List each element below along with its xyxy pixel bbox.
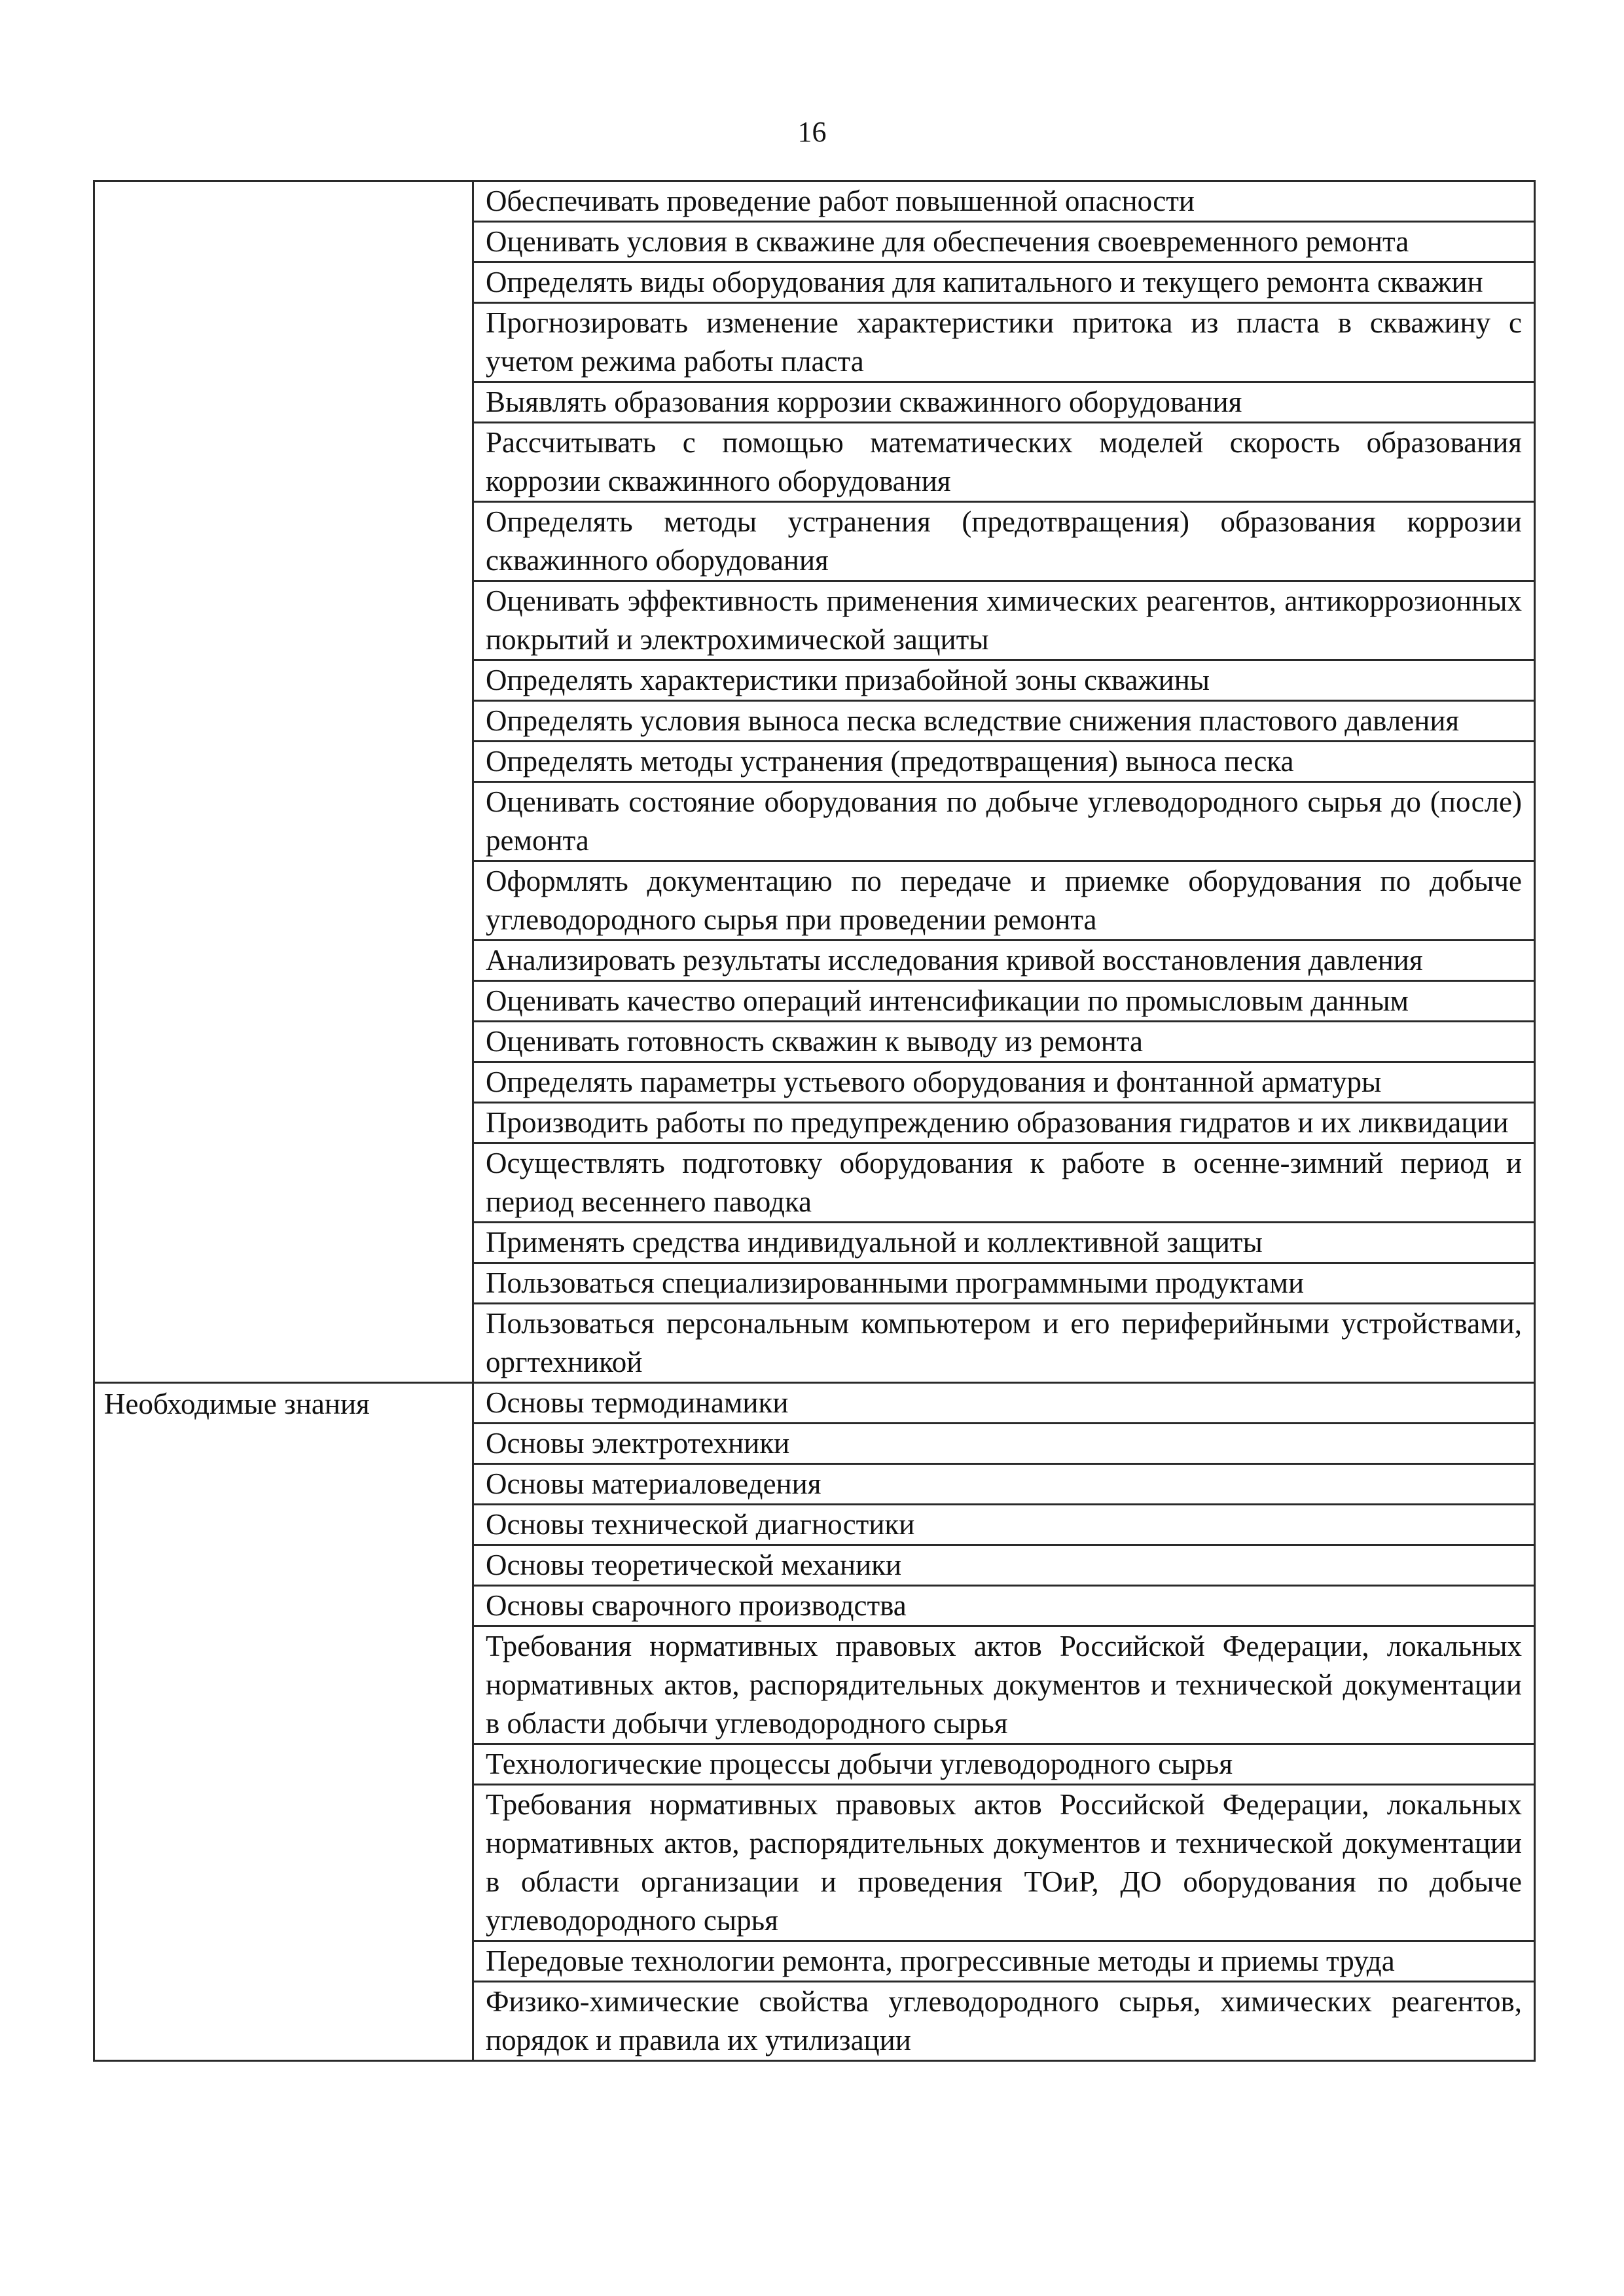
table-cell-item: Основы электротехники: [473, 1424, 1535, 1464]
table-cell-item: Определять виды оборудования для капитального и текущего ремонта скважин: [473, 262, 1535, 303]
table-cell-item: Применять средства индивидуальной и коллективной защиты: [473, 1223, 1535, 1263]
table-cell-item: Оценивать состояние оборудования по добыче углеводородного сырья до (после) ремонта: [473, 782, 1535, 861]
table-cell-item: Основы технической диагностики: [473, 1505, 1535, 1545]
table-cell-item: Физико-химические свойства углеводородного сырья, химических реагентов, порядок и правила их утилизации: [473, 1982, 1535, 2061]
table-cell-item: Оформлять документацию по передаче и приемке оборудования по добыче углеводородного сырья при проведении ремонта: [473, 861, 1535, 941]
table-cell-item: Производить работы по предупреждению образования гидратов и их ликвидации: [473, 1103, 1535, 1143]
table-cell-item: Прогнозировать изменение характеристики притока из пласта в скважину с учетом режима работы пласта: [473, 303, 1535, 382]
table-cell-item: Обеспечивать проведение работ повышенной опасности: [473, 181, 1535, 222]
table-cell-item: Определять методы устранения (предотвращения) образования коррозии скважинного оборудования: [473, 502, 1535, 581]
table-row: [94, 181, 1535, 222]
page-number: 16: [797, 116, 827, 148]
table-cell-item: Технологические процессы добычи углеводородного сырья: [473, 1744, 1535, 1785]
table-cell-item: Определять параметры устьевого оборудования и фонтанной арматуры: [473, 1062, 1535, 1103]
table-cell-item: Оценивать готовность скважин к выводу из ремонта: [473, 1022, 1535, 1062]
table-cell-item: Выявлять образования коррозии скважинного оборудования: [473, 382, 1535, 423]
table-cell-item: Пользоваться персональным компьютером и его периферийными устройствами, оргтехникой: [473, 1304, 1535, 1383]
table-cell-item: Определять методы устранения (предотвращения) выноса песка: [473, 742, 1535, 782]
table-cell-item: Осуществлять подготовку оборудования к работе в осенне-зимний период и период весеннего паводка: [473, 1143, 1535, 1223]
table-cell-item: Пользоваться специализированными программными продуктами: [473, 1263, 1535, 1304]
table-cell-item: Анализировать результаты исследования кривой восстановления давления: [473, 941, 1535, 981]
category-cell-skills: [94, 181, 473, 1383]
table-row: [94, 1383, 1535, 1424]
table-cell-item: Определять характеристики призабойной зоны скважины: [473, 660, 1535, 701]
table-cell-item: Основы сварочного производства: [473, 1586, 1535, 1626]
table-cell-item: Оценивать условия в скважине для обеспечения своевременного ремонта: [473, 222, 1535, 262]
table-cell-item: Основы материаловедения: [473, 1464, 1535, 1505]
table-cell-item: Оценивать качество операций интенсификации по промысловым данным: [473, 981, 1535, 1022]
table-cell-item: Требования нормативных правовых актов Российской Федерации, локальных нормативных актов, распорядительных документов и технической документации в области организации и проведения ТОиР, ДО оборудования по добыче углеводородного сырья: [473, 1785, 1535, 1941]
table-cell-item: Оценивать эффективность применения химических реагентов, антикоррозионных покрытий и электрохимической защиты: [473, 581, 1535, 660]
table-cell-item: Основы теоретической механики: [473, 1545, 1535, 1586]
table-cell-item: Передовые технологии ремонта, прогрессивные методы и приемы труда: [473, 1941, 1535, 1982]
table-cell-item: Требования нормативных правовых актов Российской Федерации, локальных нормативных актов, распорядительных документов и технической документации в области добычи углеводородного сырья: [473, 1626, 1535, 1744]
category-cell-knowledge: Необходимые знания: [94, 1383, 473, 2061]
requirements-table: [93, 180, 1536, 2062]
table-cell-item: Основы термодинамики: [473, 1383, 1535, 1424]
table-cell-item: Рассчитывать с помощью математических моделей скорость образования коррозии скважинного оборудования: [473, 423, 1535, 502]
table-cell-item: Определять условия выноса песка вследствие снижения пластового давления: [473, 701, 1535, 742]
